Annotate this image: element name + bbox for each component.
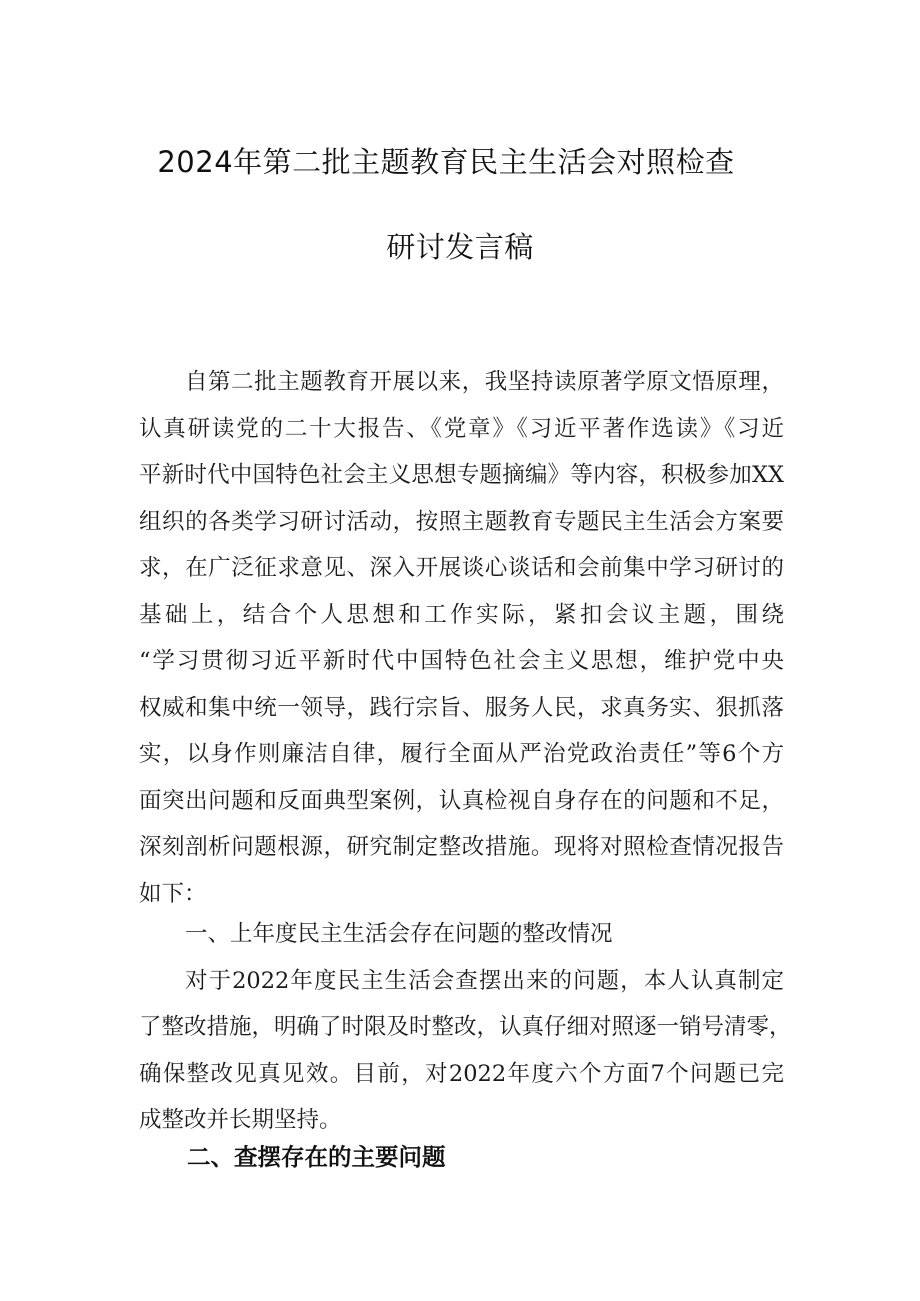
document-title-line-1: 2024年第二批主题教育民主生活会对照检查 xyxy=(157,145,735,179)
paragraph-line: 组织的各类学习研讨活动，按照主题教育专题民主生活会方案要 xyxy=(139,508,784,535)
document-title-line-2: 研讨发言稿 xyxy=(386,230,534,264)
section-1 xyxy=(139,911,792,1144)
paragraph-line: 深刻剖析问题根源，研究制定整改措施。现将对照检查情况报告 xyxy=(139,834,784,860)
paragraph-line: 确保整改见真见效。目前，对2022年度六个方面7个问题已完 xyxy=(139,1060,784,1087)
paragraph-line: 了整改措施，明确了时限及时整改，认真仔细对照逐一销号清零， xyxy=(139,1014,792,1040)
paragraph-line: 平新时代中国特色社会主义思想专题摘编》等内容，积极参加XX xyxy=(139,462,784,488)
section-1-heading: 一、上年度民主生活会存在问题的整改情况 xyxy=(185,921,613,947)
paragraph-line: 基础上，结合个人思想和工作实际，紧扣会议主题，围绕 xyxy=(139,601,784,628)
paragraph-line: 权威和集中统一领导，践行宗旨、服务人民，求真务实、狠抓落 xyxy=(139,694,784,721)
paragraph-line: 成整改并长期坚持。 xyxy=(139,1107,342,1133)
paragraph-line: “学习贯彻习近平新时代中国特色社会主义思想，维护党中央 xyxy=(139,648,784,674)
paragraph-line: 实，以身作则廉洁自律，履行全面从严治党政治责任”等6个方 xyxy=(139,741,784,767)
section-2-heading: 二、查摆存在的主要问题 xyxy=(187,1143,446,1171)
paragraph-line: 求，在广泛征求意见、深入开展谈心谈话和会前集中学习研讨的 xyxy=(139,555,784,581)
paragraph-line: 对于2022年度民主生活会查摆出来的问题，本人认真制定 xyxy=(185,967,784,994)
paragraph-line: 认真研读党的二十大报告、《党章》《习近平著作选读》《习近 xyxy=(139,415,784,442)
paragraph-line: 如下： xyxy=(139,880,207,907)
intro-paragraph xyxy=(139,359,784,917)
paragraph-line: 面突出问题和反面典型案例，认真检视自身存在的问题和不足， xyxy=(139,787,784,814)
paragraph-line: 自第二批主题教育开展以来，我坚持读原著学原文悟原理， xyxy=(185,369,784,395)
